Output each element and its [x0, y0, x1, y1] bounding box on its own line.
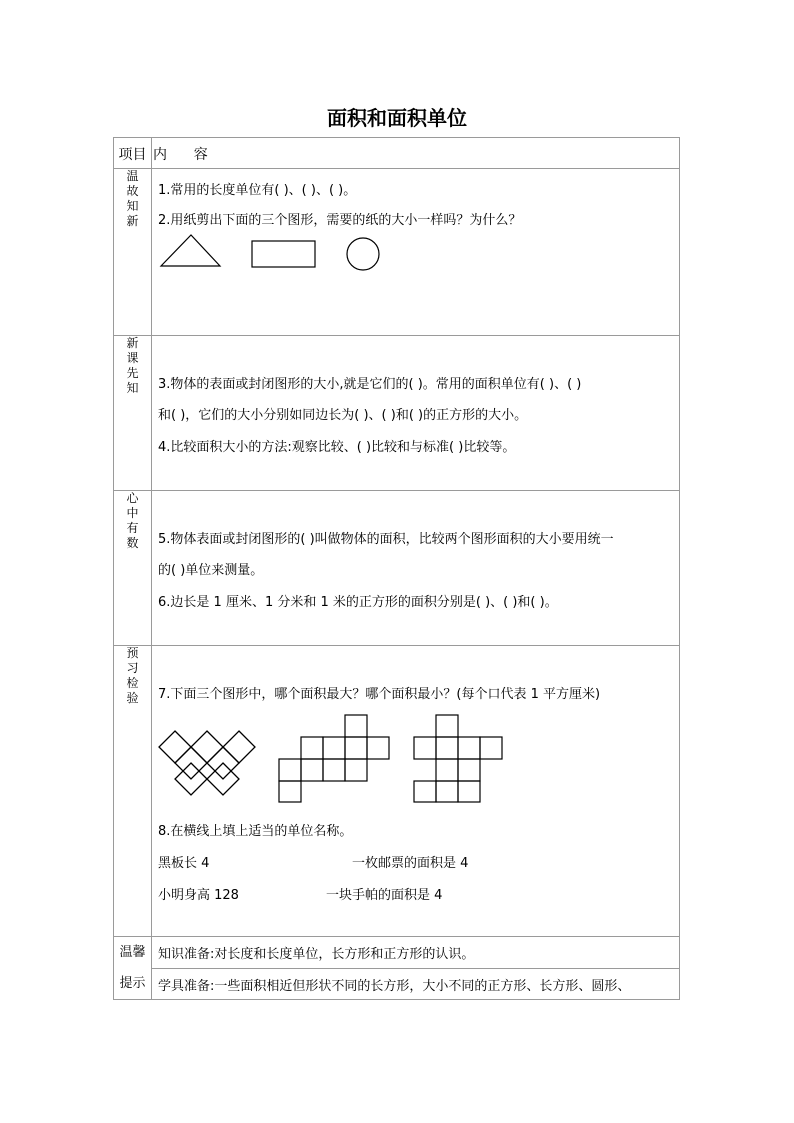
question-3-line-1: 3.物体的表面或封闭图形的大小,就是它们的( )。常用的面积单位有( )、( )	[158, 377, 582, 392]
section-label-review: 温故知新	[114, 169, 152, 336]
tips-label: 温馨提示	[114, 937, 152, 1000]
question-7: 7.下面三个图形中，哪个面积最大？哪个面积最小？(每个口代表 1 平方厘米)	[158, 687, 601, 702]
cross-grid-figure	[414, 715, 502, 802]
question-5-line-2: 的( )单位来测量。	[158, 563, 264, 578]
triangle-shape	[161, 235, 220, 266]
section-review-content	[152, 169, 680, 336]
section-mindful-content	[152, 491, 680, 646]
question-8: 8.在横线上填上适当的单位名称。	[158, 824, 353, 839]
question-5-line-1: 5.物体表面或封闭图形的( )叫做物体的面积，比较两个图形面积的大小要用统一	[158, 532, 614, 547]
tips-line-1: 知识准备:对长度和长度单位，长方形和正方形的认识。	[152, 937, 680, 969]
page-title: 面积和面积单位	[327, 106, 467, 130]
section-label-check: 预习检验	[114, 646, 152, 937]
tips-line-2: 学具准备:一些面积相近但形状不同的长方形，大小不同的正方形、长方形、圆形、	[152, 968, 680, 1000]
fill-item-2-left: 小明身高 128	[158, 888, 239, 903]
section-check-content	[152, 646, 680, 937]
header-content-label: 内 容	[153, 147, 208, 163]
circle-shape	[347, 238, 379, 270]
header-content	[152, 138, 680, 169]
question-2: 2.用纸剪出下面的三个图形，需要的纸的大小一样吗？为什么？	[158, 213, 522, 228]
shapes-figure	[152, 169, 682, 336]
step-grid-figure	[279, 715, 389, 802]
question-1: 1.常用的长度单位有( )、( )、( )。	[158, 183, 357, 198]
question-6: 6.边长是 1 厘米、1 分米和 1 米的正方形的面积分别是( )、( )和( )。	[158, 595, 558, 610]
question-4: 4.比较面积大小的方法:观察比较、( )比较和与标准( )比较等。	[158, 440, 516, 455]
section-preview-content	[152, 336, 680, 491]
question-3-line-2: 和( )，它们的大小分别如同边长为( )、( )和( )的正方形的大小。	[158, 408, 528, 423]
section-label-mindful: 心中有数	[114, 491, 152, 646]
header-item	[114, 138, 152, 169]
fill-item-1-right: 一枚邮票的面积是 4	[352, 856, 469, 871]
section-label-preview: 新课先知	[114, 336, 152, 491]
header-item-label: 项目	[118, 147, 147, 163]
rectangle-shape	[252, 241, 315, 267]
fill-item-1-left: 黑板长 4	[158, 856, 210, 871]
fill-item-2-right: 一块手帕的面积是 4	[326, 888, 443, 903]
worksheet-table	[113, 137, 680, 1000]
diamond-figure	[159, 731, 255, 795]
